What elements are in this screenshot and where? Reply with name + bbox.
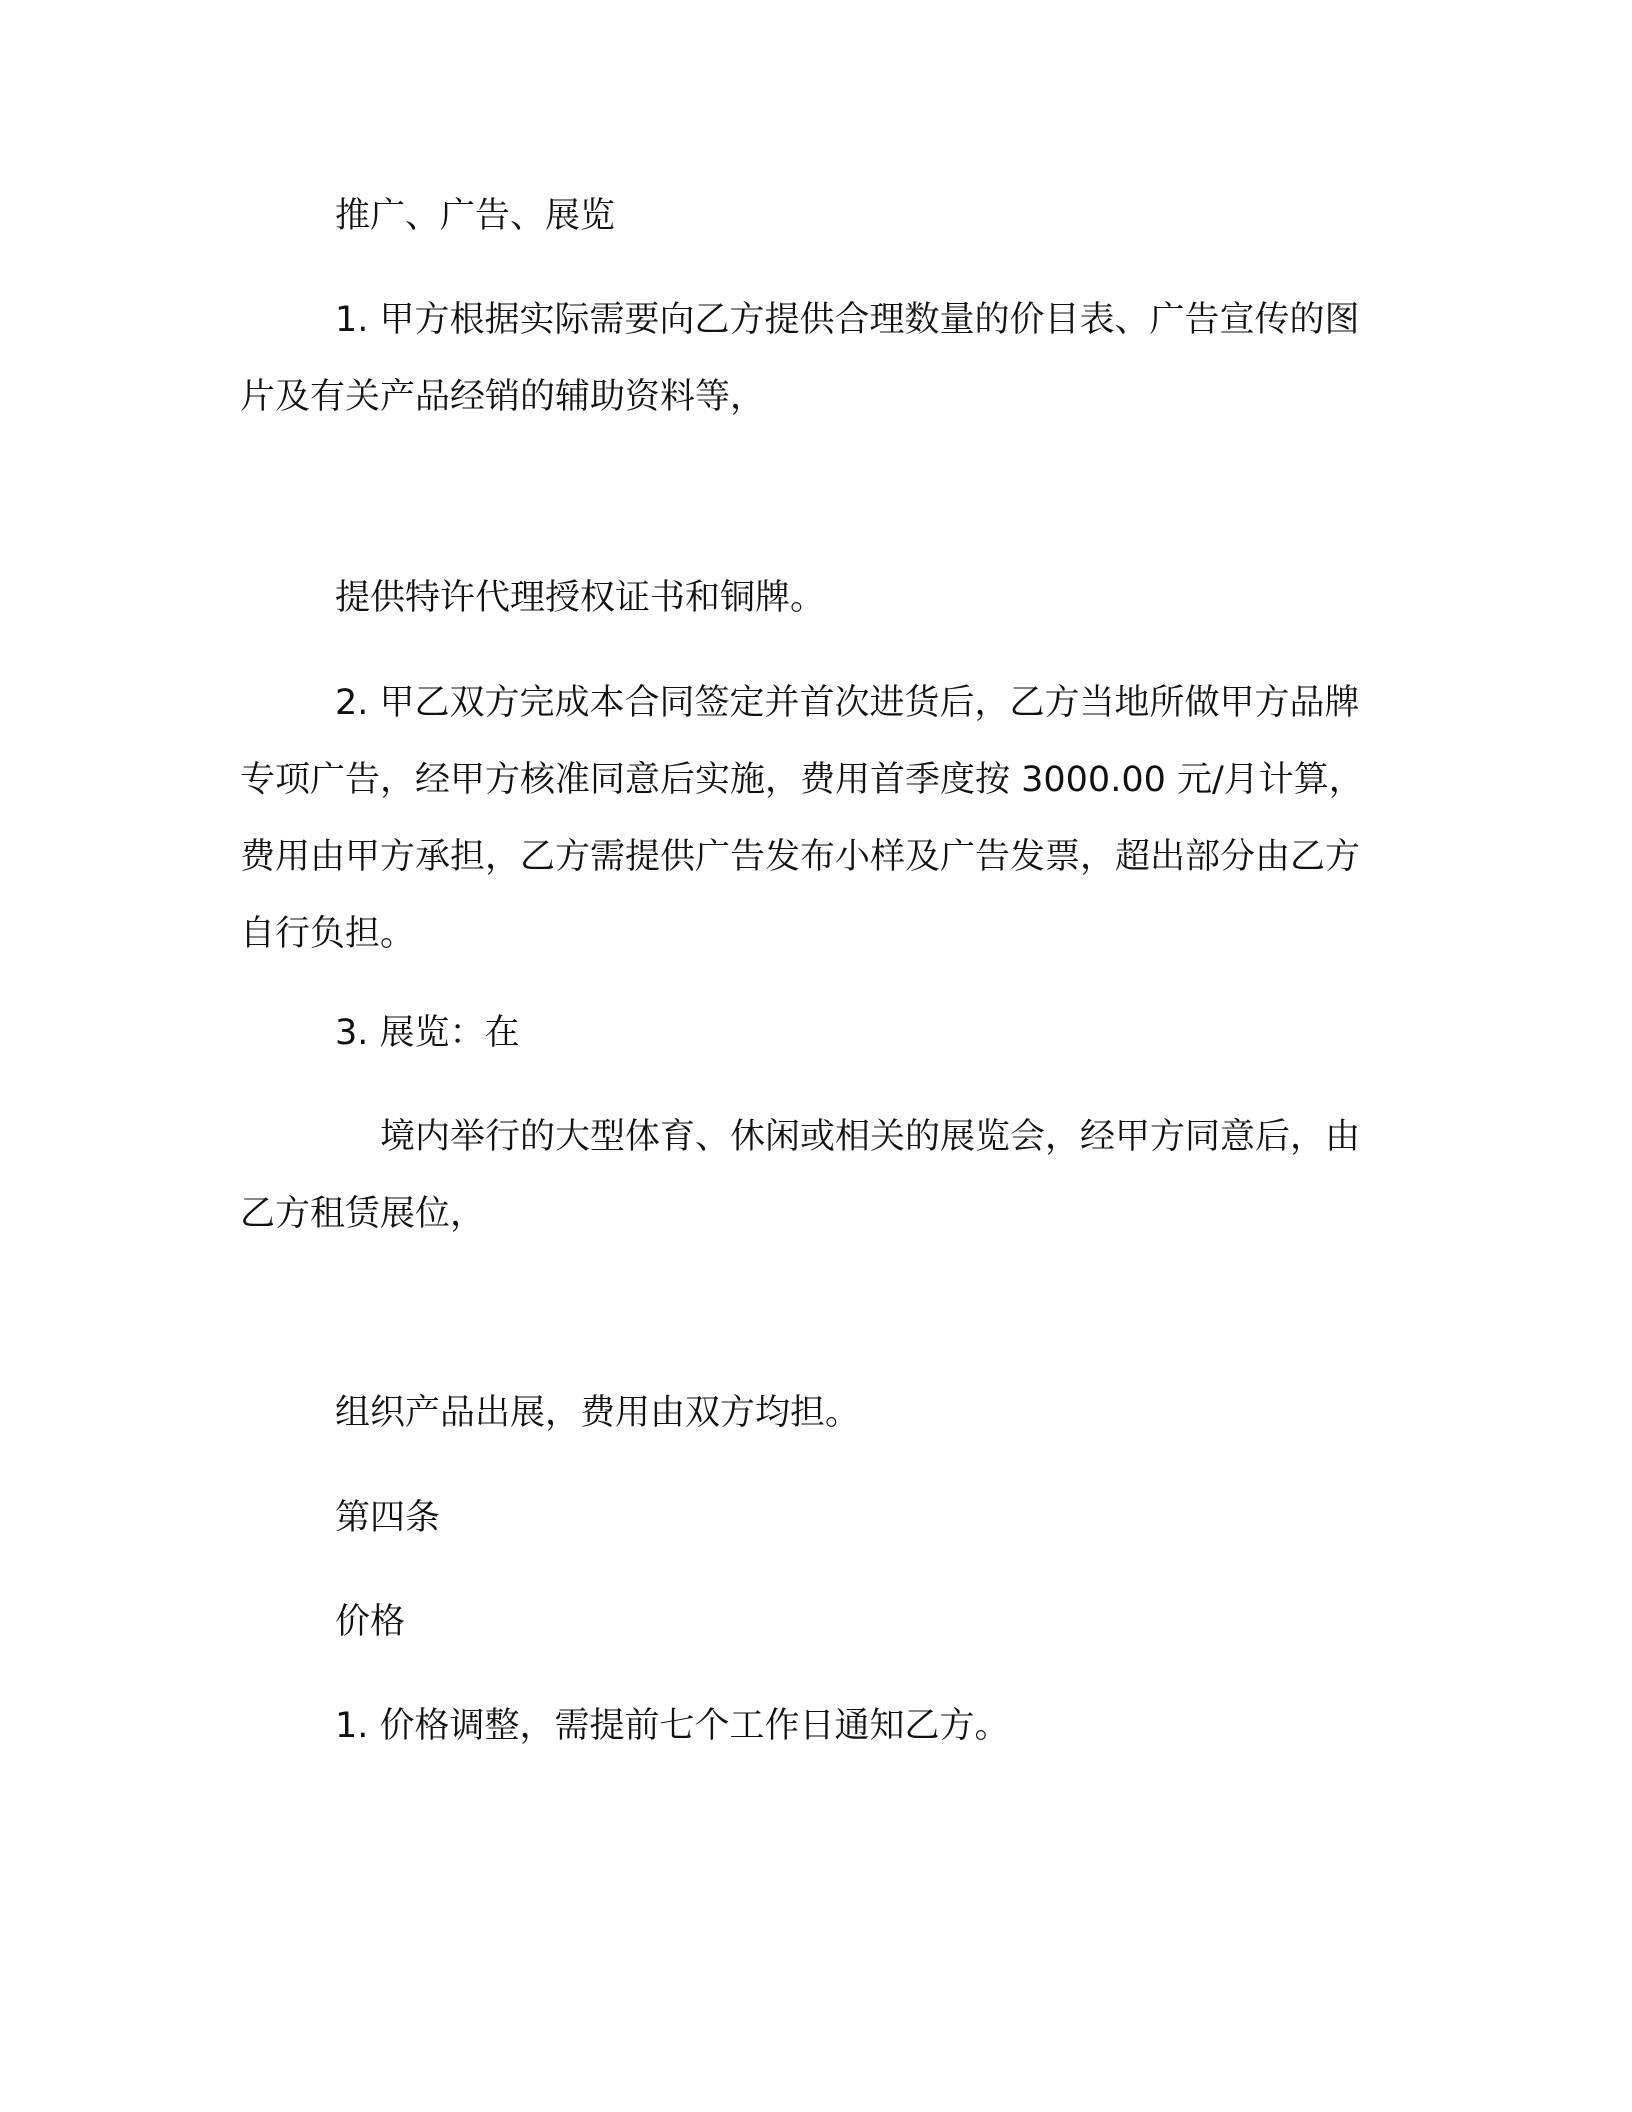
clause-3-end: 组织产品出展，费用由双方均担。: [335, 1393, 861, 1433]
article-4-heading: 第四条: [335, 1498, 441, 1538]
price-clause-1: 1. 价格调整，需提前七个工作日通知乙方。: [335, 1706, 1010, 1746]
clause-1: 1. 甲方根据实际需要向乙方提供合理数量的价目表、广告宣传的图片及有关产品经销的辅助资料等，: [240, 300, 1360, 417]
clause-2: 2. 甲乙双方完成本合同签定并首次进货后，乙方当地所做甲方品牌专项广告，经甲方核准同意后实施，费用首季度按 3000.00 元/月计算，费用由甲方承担，乙方需提供广告发布小样及广告发票，超出部分由乙方自行负担。: [240, 683, 1364, 954]
clause-3: 3. 展览：在: [335, 1013, 520, 1053]
clause-1-continued: 提供特许代理授权证书和铜牌。: [335, 578, 826, 618]
clause-3-continued: 境内举行的大型体育、休闲或相关的展览会，经甲方同意后，由乙方租赁展位，: [240, 1117, 1361, 1234]
price-heading: 价格: [335, 1602, 406, 1642]
heading-promotion: 推广、广告、展览: [335, 196, 616, 236]
